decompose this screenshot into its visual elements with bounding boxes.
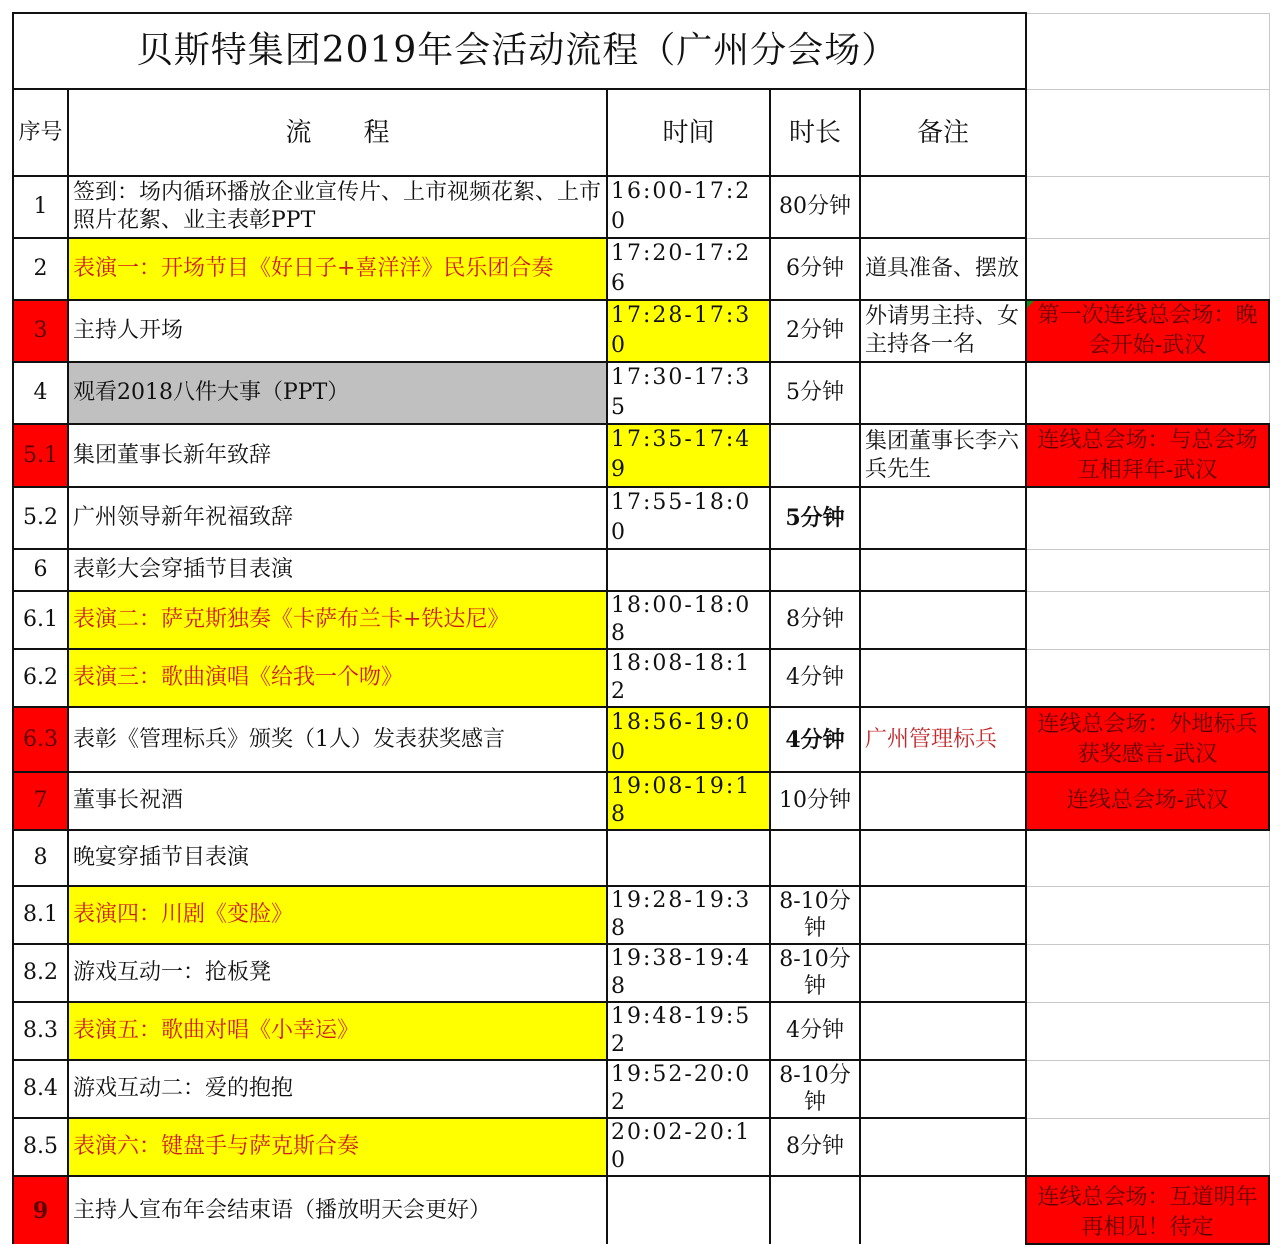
extra-cell[interactable] xyxy=(1026,886,1269,944)
schedule-table xyxy=(12,12,1270,1245)
process-cell[interactable]: 表彰《管理标兵》颁奖（1人）发表获奖感言 xyxy=(68,707,607,772)
time-cell[interactable]: 19:52-20:02 xyxy=(607,1060,770,1118)
extra-cell[interactable] xyxy=(1026,591,1269,649)
header-duration[interactable]: 时长 xyxy=(770,89,860,176)
time-cell[interactable]: 19:38-19:48 xyxy=(607,944,770,1002)
notes-cell[interactable]: 外请男主持、女主持各一名 xyxy=(860,300,1026,362)
notes-cell[interactable] xyxy=(860,886,1026,944)
empty-cell[interactable] xyxy=(1026,13,1269,89)
time-cell[interactable]: 19:08-19:18 xyxy=(607,772,770,830)
process-cell[interactable]: 表演六：键盘手与萨克斯合奏 xyxy=(68,1118,607,1176)
notes-cell[interactable]: 集团董事长李六兵先生 xyxy=(860,424,1026,487)
duration-cell[interactable] xyxy=(770,1176,860,1244)
duration-cell[interactable]: 2分钟 xyxy=(770,300,860,362)
title-row xyxy=(13,13,1269,89)
duration-cell[interactable]: 8分钟 xyxy=(770,1118,860,1176)
process-cell[interactable]: 表演三：歌曲演唱《给我一个吻》 xyxy=(68,649,607,707)
seq-cell[interactable]: 9 xyxy=(13,1176,68,1244)
notes-cell[interactable] xyxy=(860,1118,1026,1176)
duration-cell[interactable]: 4分钟 xyxy=(770,649,860,707)
duration-cell[interactable]: 5分钟 xyxy=(770,487,860,549)
seq-cell[interactable]: 8 xyxy=(13,830,68,886)
duration-cell[interactable] xyxy=(770,424,860,487)
table-row xyxy=(13,591,1269,649)
live-link-cell[interactable]: 连线总会场-武汉 xyxy=(1026,772,1269,830)
notes-cell[interactable] xyxy=(860,830,1026,886)
process-cell[interactable]: 广州领导新年祝福致辞 xyxy=(68,487,607,549)
spreadsheet xyxy=(12,12,1270,1245)
table-row xyxy=(13,1176,1269,1244)
seq-cell[interactable]: 5.2 xyxy=(13,487,68,549)
table-row xyxy=(13,707,1269,772)
time-cell[interactable] xyxy=(607,1176,770,1244)
live-link-cell[interactable]: 连线总会场：互道明年再相见！待定 xyxy=(1026,1176,1269,1244)
live-link-cell[interactable] xyxy=(1026,300,1269,362)
time-cell[interactable]: 17:55-18:00 xyxy=(607,487,770,549)
table-row xyxy=(13,300,1269,362)
duration-cell[interactable]: 8分钟 xyxy=(770,591,860,649)
process-cell[interactable]: 表演四：川剧《变脸》 xyxy=(68,886,607,944)
process-cell[interactable]: 游戏互动一：抢板凳 xyxy=(68,944,607,1002)
table-row xyxy=(13,362,1269,424)
time-cell[interactable] xyxy=(607,830,770,886)
notes-cell[interactable] xyxy=(860,549,1026,591)
extra-cell[interactable] xyxy=(1026,1118,1269,1176)
time-cell[interactable] xyxy=(607,549,770,591)
seq-cell[interactable]: 6.3 xyxy=(13,707,68,772)
process-cell[interactable]: 集团董事长新年致辞 xyxy=(68,424,607,487)
seq-cell[interactable]: 6.2 xyxy=(13,649,68,707)
header-notes[interactable]: 备注 xyxy=(860,89,1026,176)
time-cell[interactable]: 19:28-19:38 xyxy=(607,886,770,944)
duration-cell[interactable] xyxy=(770,549,860,591)
process-cell[interactable]: 游戏互动二：爱的抱抱 xyxy=(68,1060,607,1118)
header-process[interactable]: 流 程 xyxy=(68,89,607,176)
duration-cell[interactable]: 6分钟 xyxy=(770,238,860,300)
notes-cell[interactable] xyxy=(860,362,1026,424)
seq-cell[interactable]: 8.4 xyxy=(13,1060,68,1118)
table-row xyxy=(13,649,1269,707)
extra-cell[interactable] xyxy=(1026,944,1269,1002)
seq-cell[interactable]: 4 xyxy=(13,362,68,424)
time-cell[interactable]: 17:30-17:35 xyxy=(607,362,770,424)
notes-cell[interactable] xyxy=(860,944,1026,1002)
seq-cell[interactable]: 5.1 xyxy=(13,424,68,487)
notes-cell[interactable] xyxy=(860,649,1026,707)
empty-cell[interactable] xyxy=(1026,89,1269,176)
duration-cell[interactable]: 4分钟 xyxy=(770,707,860,772)
seq-cell[interactable]: 1 xyxy=(13,176,68,238)
table-row xyxy=(13,176,1269,238)
header-seq[interactable]: 序号 xyxy=(13,89,68,176)
seq-cell[interactable]: 8.3 xyxy=(13,1002,68,1060)
process-cell[interactable]: 晚宴穿插节目表演 xyxy=(68,830,607,886)
time-cell[interactable]: 18:56-19:00 xyxy=(607,707,770,772)
seq-cell[interactable]: 8.2 xyxy=(13,944,68,1002)
time-cell[interactable]: 20:02-20:10 xyxy=(607,1118,770,1176)
extra-cell[interactable] xyxy=(1026,487,1269,549)
duration-cell[interactable]: 5分钟 xyxy=(770,362,860,424)
seq-cell[interactable]: 8.1 xyxy=(13,886,68,944)
notes-cell[interactable]: 广州管理标兵 xyxy=(860,707,1026,772)
time-cell[interactable]: 16:00-17:20 xyxy=(607,176,770,238)
seq-cell[interactable]: 6 xyxy=(13,549,68,591)
process-cell[interactable]: 表演五：歌曲对唱《小幸运》 xyxy=(68,1002,607,1060)
live-link-cell[interactable]: 连线总会场：外地标兵获奖感言-武汉 xyxy=(1026,707,1269,772)
seq-cell[interactable]: 2 xyxy=(13,238,68,300)
process-cell[interactable]: 签到：场内循环播放企业宣传片、上市视频花絮、上市照片花絮、业主表彰PPT xyxy=(68,176,607,238)
error-indicator-icon xyxy=(1027,301,1034,308)
live-link-text: 第一次连线总会场：晚会开始-武汉 xyxy=(1037,303,1258,358)
process-cell[interactable]: 表演二：萨克斯独奏《卡萨布兰卡+铁达尼》 xyxy=(68,591,607,649)
table-row xyxy=(13,1060,1269,1118)
time-cell[interactable]: 17:35-17:49 xyxy=(607,424,770,487)
seq-cell[interactable]: 7 xyxy=(13,772,68,830)
notes-cell[interactable] xyxy=(860,591,1026,649)
notes-cell[interactable] xyxy=(860,1002,1026,1060)
duration-cell[interactable]: 10分钟 xyxy=(770,772,860,830)
table-row xyxy=(13,424,1269,487)
table-row xyxy=(13,487,1269,549)
extra-cell[interactable] xyxy=(1026,362,1269,424)
extra-cell[interactable] xyxy=(1026,649,1269,707)
time-cell[interactable]: 18:08-18:12 xyxy=(607,649,770,707)
notes-cell[interactable] xyxy=(860,772,1026,830)
process-cell[interactable]: 观看2018八件大事（PPT） xyxy=(68,362,607,424)
duration-cell[interactable]: 8-10分钟 xyxy=(770,886,860,944)
header-row xyxy=(13,89,1269,176)
live-link-cell[interactable]: 连线总会场：与总会场互相拜年-武汉 xyxy=(1026,424,1269,487)
duration-cell[interactable]: 8-10分钟 xyxy=(770,1060,860,1118)
process-cell[interactable]: 董事长祝酒 xyxy=(68,772,607,830)
duration-cell[interactable] xyxy=(770,830,860,886)
process-cell[interactable]: 主持人开场 xyxy=(68,300,607,362)
duration-cell[interactable]: 4分钟 xyxy=(770,1002,860,1060)
process-cell[interactable]: 表彰大会穿插节目表演 xyxy=(68,549,607,591)
time-cell[interactable]: 19:48-19:52 xyxy=(607,1002,770,1060)
seq-cell[interactable]: 8.5 xyxy=(13,1118,68,1176)
table-row xyxy=(13,830,1269,886)
extra-cell[interactable] xyxy=(1026,830,1269,886)
extra-cell[interactable] xyxy=(1026,549,1269,591)
process-cell[interactable]: 表演一：开场节目《好日子+喜洋洋》民乐团合奏 xyxy=(68,238,607,300)
table-row xyxy=(13,772,1269,830)
table-row xyxy=(13,1118,1269,1176)
page-title[interactable]: 贝斯特集团2019年会活动流程（广州分会场） xyxy=(13,13,1026,89)
process-cell[interactable]: 主持人宣布年会结束语（播放明天会更好） xyxy=(68,1176,607,1244)
time-cell[interactable]: 18:00-18:08 xyxy=(607,591,770,649)
seq-cell[interactable]: 6.1 xyxy=(13,591,68,649)
table-row xyxy=(13,549,1269,591)
table-row xyxy=(13,1002,1269,1060)
notes-cell[interactable]: 道具准备、摆放 xyxy=(860,238,1026,300)
time-cell[interactable]: 17:28-17:30 xyxy=(607,300,770,362)
table-row xyxy=(13,886,1269,944)
extra-cell[interactable] xyxy=(1026,1060,1269,1118)
table-row xyxy=(13,238,1269,300)
notes-cell[interactable] xyxy=(860,487,1026,549)
extra-cell[interactable] xyxy=(1026,1002,1269,1060)
duration-cell[interactable]: 8-10分钟 xyxy=(770,944,860,1002)
header-time[interactable]: 时间 xyxy=(607,89,770,176)
seq-cell[interactable]: 3 xyxy=(13,300,68,362)
notes-cell[interactable] xyxy=(860,1176,1026,1244)
table-row xyxy=(13,944,1269,1002)
extra-cell[interactable] xyxy=(1026,238,1269,300)
notes-cell[interactable] xyxy=(860,176,1026,238)
time-cell[interactable]: 17:20-17:26 xyxy=(607,238,770,300)
duration-cell[interactable]: 80分钟 xyxy=(770,176,860,238)
extra-cell[interactable] xyxy=(1026,176,1269,238)
notes-cell[interactable] xyxy=(860,1060,1026,1118)
